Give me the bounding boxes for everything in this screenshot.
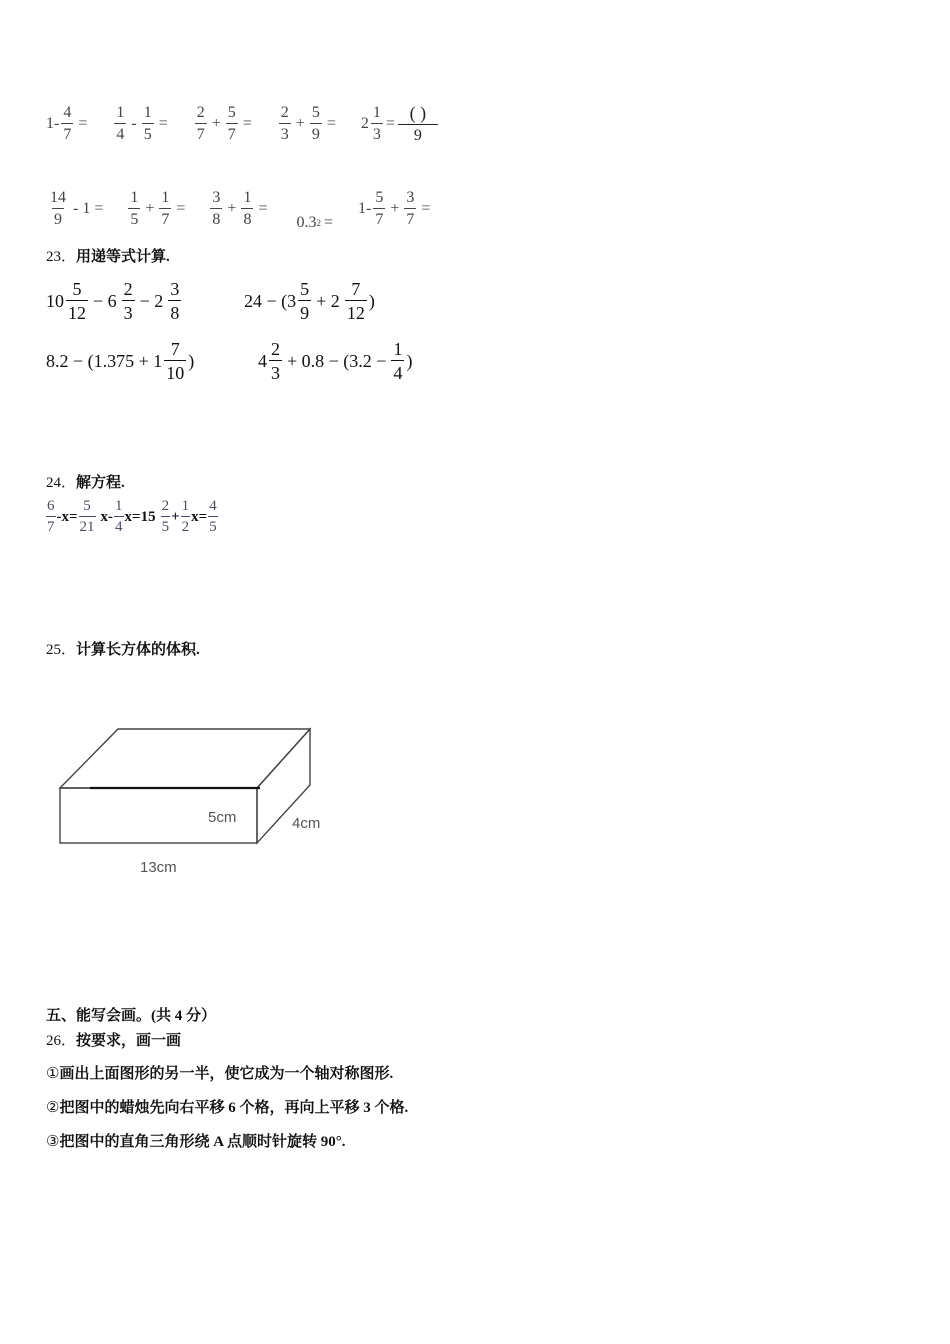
q23-expr-d: 4 $\frac{2}{3}$ + 0.8 − (3.2 − $\frac{1}{4}$ )	[258, 339, 413, 383]
cuboid-top-face	[60, 729, 310, 788]
q26-item-1: ①画出上面图形的另一半，使它成为一个轴对称图形.	[46, 1066, 394, 1082]
height-label: 5cm	[208, 809, 237, 826]
expr-1-1: 1- $\frac{4}{7}$ =	[46, 104, 88, 143]
fraction: $\frac{14}{9}$	[50, 189, 66, 228]
expr-1-5: 2 $\frac{1}{3}$ = $\frac{( )}{9}$	[361, 104, 440, 144]
fraction: $\frac{3}{8}$	[212, 189, 221, 228]
q24-title: 24．解方程.	[46, 475, 125, 491]
expr-2-3: $\frac{3}{8}$ + $\frac{1}{8}$ =	[212, 189, 268, 228]
fraction: $\frac{5}{9}$	[311, 104, 320, 143]
oral-row-1	[46, 104, 440, 144]
q24-equations	[45, 499, 219, 535]
q26-title: 26．按要求，画一画	[46, 1033, 182, 1049]
q23-title: 23．用递等式计算.	[46, 249, 170, 265]
fraction: $\frac{2}{3}$	[280, 104, 289, 143]
depth-label: 4cm	[292, 815, 321, 832]
q23-expr-c: 8.2 − (1.375 + 1 $\frac{7}{10}$ )	[46, 339, 195, 383]
fraction: $\frac{3}{7}$	[406, 189, 415, 228]
fraction: $\frac{1}{5}$	[130, 189, 139, 228]
q23-expr-b: 24 − (3 $\frac{5}{9}$ + 2 $\frac{7}{12}$ )	[244, 279, 375, 323]
cuboid-figure	[50, 720, 350, 890]
fraction: $\frac{1}{3}$	[372, 104, 381, 143]
expr-2-2: $\frac{1}{5}$ + $\frac{1}{7}$ =	[130, 189, 186, 228]
q26-item-3: ③把图中的直角三角形绕 A 点顺时针旋转 90°.	[46, 1134, 346, 1150]
fraction: $\frac{5}{7}$	[375, 189, 384, 228]
expr-1-2: $\frac{1}{4}$ - $\frac{1}{5}$ =	[116, 104, 168, 143]
expr-2-1: $\frac{14}{9}$ - 1 =	[50, 189, 104, 228]
fraction: $\frac{1}{5}$	[143, 104, 152, 143]
fraction: $\frac{1}{4}$	[116, 104, 125, 143]
expr-2-4: 0.3 2 =	[296, 214, 334, 231]
fraction: $\frac{1}{7}$	[161, 189, 170, 228]
q26-item-2: ②把图中的蜡烛先向右平移 6 个格，再向上平移 3 个格.	[46, 1100, 409, 1116]
expr-1-4: $\frac{2}{3}$ + $\frac{5}{9}$ =	[280, 104, 336, 143]
answer-blank[interactable]: $\frac{( )}{9}$	[398, 104, 438, 144]
fraction: $\frac{1}{8}$	[243, 189, 252, 228]
section-5-heading: 五、能写会画。(共 4 分）	[46, 1008, 216, 1024]
equation-2: x- $\frac{1}{4}$ x=15	[100, 498, 156, 535]
expr-2-5: 1- $\frac{5}{7}$ + $\frac{3}{7}$ =	[358, 189, 431, 228]
q23-expr-a: 10 $\frac{5}{12}$ − 6 $\frac{2}{3}$ − 2 $\frac{3}{8}$	[46, 279, 180, 323]
fraction: $\frac{2}{7}$	[196, 104, 205, 143]
q25-title: 25．计算长方体的体积.	[46, 642, 200, 658]
fraction: $\frac{4}{7}$	[63, 104, 72, 143]
equation-3: $\frac{2}{5}$ + $\frac{1}{2}$ x= $\frac{4}{5}$	[161, 498, 217, 535]
oral-row-2	[46, 186, 433, 232]
fraction: $\frac{5}{7}$	[227, 104, 236, 143]
length-label: 13cm	[140, 859, 177, 876]
expr-1-3: $\frac{2}{7}$ + $\frac{5}{7}$ =	[196, 104, 252, 143]
equation-1: $\frac{6}{7}$ -x= $\frac{5}{21}$	[47, 498, 95, 535]
